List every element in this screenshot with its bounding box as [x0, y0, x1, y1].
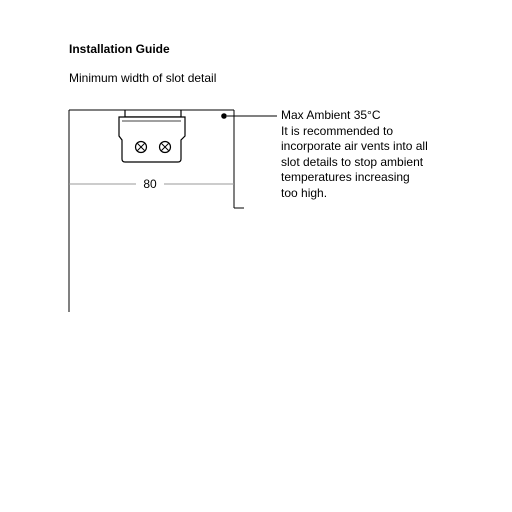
page-subtitle: Minimum width of slot detail — [69, 71, 217, 85]
note-line: too high. — [281, 185, 328, 200]
note-heading: Max Ambient 35°C — [281, 108, 381, 122]
sensor-dot-icon — [221, 113, 227, 119]
dimension-label: 80 — [138, 177, 162, 191]
screw-icon — [136, 142, 147, 153]
note-line: slot details to stop ambient — [281, 154, 424, 169]
note-line: temperatures increasing — [281, 170, 410, 185]
note-line: incorporate air vents into all — [281, 139, 428, 154]
note-line: It is recommended to — [281, 123, 394, 138]
wall-bracket-icon — [119, 110, 185, 162]
page-title: Installation Guide — [69, 42, 170, 56]
ambient-note — [281, 108, 451, 202]
screw-icon — [160, 142, 171, 153]
